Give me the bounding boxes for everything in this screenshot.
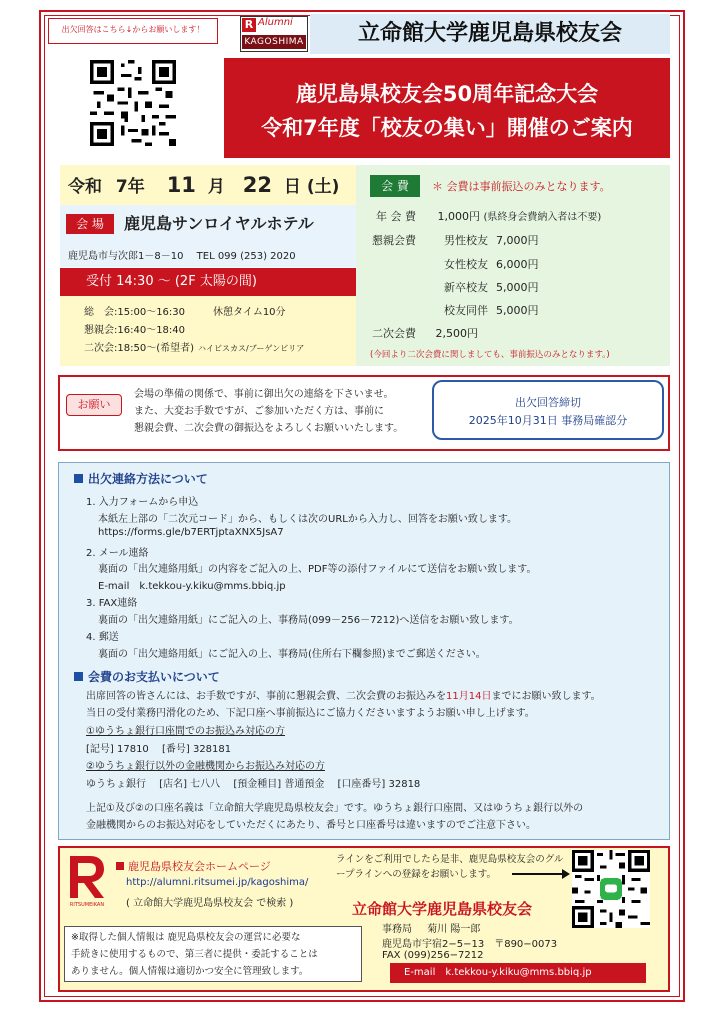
request-label: お願い	[66, 394, 122, 416]
schedule-note: ハイビスカス/ブーゲンビリア	[198, 344, 305, 353]
schedule-time: 15:00～16:30	[117, 307, 186, 318]
office-address: 鹿児島市宇宿2−5−13 〒890−0073	[382, 939, 558, 950]
logo-alumni-text: Alumni	[258, 17, 293, 28]
date-year: 7年	[115, 177, 145, 197]
arrow-head-icon	[562, 869, 570, 879]
fee-label: 会 費	[370, 175, 420, 197]
schedule-time: 16:40～18:40	[117, 325, 186, 336]
date-month: 11	[166, 173, 196, 197]
office-fax: FAX (099)256−7212	[382, 950, 484, 961]
yucho-account: [記号] 17810 [番号] 328181	[86, 744, 232, 755]
date-month-unit: 月	[207, 177, 225, 197]
attendance-item-2-line-1: 裏面の「出欠連絡用紙」の内容をご記入の上、PDF等の添付ファイルにて送信をお願い致します。	[98, 564, 537, 575]
date-era: 令和	[68, 177, 102, 197]
line-group-text: ラインをご利用でしたら是非、鹿児島県校友会のグループラインへの登録をお願いします。	[336, 854, 564, 880]
schedule-note: 休憩タイム10分	[213, 307, 286, 318]
fee-second-value: 2,500円	[435, 327, 478, 340]
payment-heading: 会費のお支払いについて	[74, 668, 220, 685]
fee-party-companion: 校友同伴 5,000円	[444, 304, 539, 317]
venue-street: 鹿児島市与次郎1－8－10	[68, 251, 184, 262]
other-bank-title: ②ゆうちょ銀行以外の金融機関からお振込み対応の方	[86, 761, 325, 772]
ritsumeikan-logo-icon	[66, 854, 106, 900]
payment-line-2: 当日の受付業務円滑化のため、下記口座へ事前振込にご協力くださいますようお願い申し上げます。	[86, 708, 535, 719]
homepage-search-hint: ( 立命館大学鹿児島県校友会 で検索 )	[126, 898, 294, 909]
attendance-notice: 出欠回答はこちら↓からお願いします！	[48, 18, 218, 44]
payment-note-2: 金融機関からのお振込対応をしていただくにあたり、番号と口座番号は違いますのでご注意下さい。	[86, 820, 536, 831]
fee-annual-value: 1,000円	[437, 210, 480, 223]
venue-tel: TEL 099 (253) 2020	[196, 251, 296, 262]
attendance-email-link[interactable]: E-mail k.tekkou-y.kiku@mms.bbiq.jp	[98, 581, 286, 592]
office-person: 菊川 陽一郎	[427, 924, 481, 935]
fee-second-label: 二次会費	[372, 327, 416, 340]
deadline-box	[432, 380, 664, 440]
fee-annual-label: 年 会 費	[376, 210, 416, 223]
homepage-url-link[interactable]: http://alumni.ritsumei.jp/kagoshima/	[126, 877, 309, 888]
attendance-qr-code-icon[interactable]	[90, 60, 176, 146]
office-email-link[interactable]: E-mail k.tekkou-y.kiku@mms.bbiq.jp	[390, 963, 646, 983]
logo-r-mark: R	[242, 18, 256, 32]
payment-deadline: 11月14日	[446, 691, 492, 702]
date-day-unit: 日	[283, 177, 301, 197]
fee-annual-row	[376, 208, 601, 224]
homepage-title: 鹿児島県校友会ホームページ	[116, 858, 271, 874]
office-label: 事務局	[382, 924, 412, 935]
attendance-item-4-title: 4. 郵送	[86, 632, 119, 643]
fee-party-male: 男性校友 7,000円	[444, 234, 539, 247]
ritsumeikan-text: RITSUMEIKAN	[69, 902, 105, 908]
footer-organization: 立命館大学鹿児島県校友会	[352, 900, 533, 918]
attendance-item-3-title: 3. FAX連絡	[86, 598, 138, 609]
fee-advance-note: ＊ 会費は事前振込のみとなります。	[432, 180, 611, 193]
schedule-label: 総 会:	[84, 307, 118, 318]
attendance-item-4-line-1: 裏面の「出欠連絡用紙」にご記入の上、事務局(住所右下欄参照)までご郵送ください。	[98, 649, 486, 660]
fee-party-female: 女性校友 6,000円	[444, 258, 539, 271]
schedule-time: 18:50～(希望者)	[117, 343, 194, 354]
venue-label: 会 場	[66, 214, 114, 234]
schedule-row-after-party	[84, 340, 304, 358]
date-day: 22	[242, 173, 272, 197]
payment-line-1: 出席回答の皆さんには、お手数ですが、事前に懇親会費、二次会費のお振込みを11月14日までにお願い致します。	[86, 691, 601, 702]
line-qr-code-icon[interactable]	[572, 850, 650, 928]
arrow-right-icon	[512, 873, 566, 875]
form-url-link[interactable]: https://forms.gle/b7ERTjptaXNX5JsA7	[98, 527, 284, 538]
schedule-row-party	[84, 322, 185, 340]
fee-party-new-graduate: 新卒校友 5,000円	[444, 281, 539, 294]
request-text: 会場の準備の関係で、事前に御出欠の連絡を下さいませ。 また、大変お手数ですが、ご参加いただく方は、事前に 懇親会費、二次会費の御振込をよろしくお願いいたします。	[134, 389, 404, 434]
logo-kagoshima-text: KAGOSHIMA	[242, 35, 306, 49]
square-bullet-icon	[116, 862, 124, 870]
square-bullet-icon	[74, 672, 83, 681]
schedule-row-general-meeting	[84, 304, 286, 322]
attendance-item-1-title: 1. 入力フォームから申込	[86, 497, 199, 508]
deadline-title: 出欠回答締切	[515, 396, 581, 409]
other-bank-account: ゆうちょ銀行 [店名] 七八八 [預金種目] 普通預金 [口座番号] 32818	[86, 779, 421, 790]
fee-second-row	[372, 325, 478, 341]
reception-time: 受付 14:30 ～ (2F 太陽の間)	[60, 268, 356, 296]
attendance-heading: 出欠連絡方法について	[74, 470, 208, 487]
venue-address	[68, 247, 296, 262]
fee-annual-note: (県終身会費納入者は不要)	[483, 212, 602, 223]
event-banner	[224, 58, 670, 158]
attendance-item-1-line-1: 本紙左上部の「二次元コード」から、もしくは次のURLから入力し、回答をお願い致します。	[98, 514, 518, 525]
privacy-notice: ※取得した個人情報は 鹿児島県校友会の運営に必要な 手続きに使用するもので、第三者に提供・委託することは ありません。個人情報は適切かつ安全に管理致します。	[64, 926, 362, 982]
fee-party-label: 懇親会費	[372, 234, 416, 247]
schedule-label: 懇親会:	[84, 325, 118, 336]
schedule-label: 二次会:	[84, 343, 118, 354]
attendance-item-2-title: 2. メール連絡	[86, 548, 149, 559]
event-date	[60, 165, 356, 205]
fee-footnote: (今回より二次会費に関しましても、事前振込のみとなります。)	[370, 350, 610, 360]
date-weekday: (土)	[306, 177, 340, 197]
yucho-title: ①ゆうちょ銀行口座間でのお振込み対応の方	[86, 726, 285, 737]
organization-title: 立命館大学鹿児島県校友会	[310, 14, 670, 54]
office-contact	[382, 920, 480, 935]
square-bullet-icon	[74, 474, 83, 483]
deadline-date: 2025年10月31日 事務局確認分	[468, 414, 628, 427]
banner-line-1: 鹿児島県校友会50周年記念大会	[295, 82, 599, 106]
payment-note-1: 上記①及び②の口座名義は「立命館大学鹿児島県校友会」です。ゆうちょ銀行口座間、又はゆうちょ銀行以外の	[86, 803, 584, 814]
banner-line-2: 令和7年度「校友の集い」開催のご案内	[261, 116, 633, 140]
venue-name: 鹿児島サンロイヤルホテル	[124, 214, 314, 233]
attendance-item-3-line-1: 裏面の「出欠連絡用紙」にご記入の上、事務局(099－256－7212)へ送信をお願い致します。	[98, 615, 519, 626]
